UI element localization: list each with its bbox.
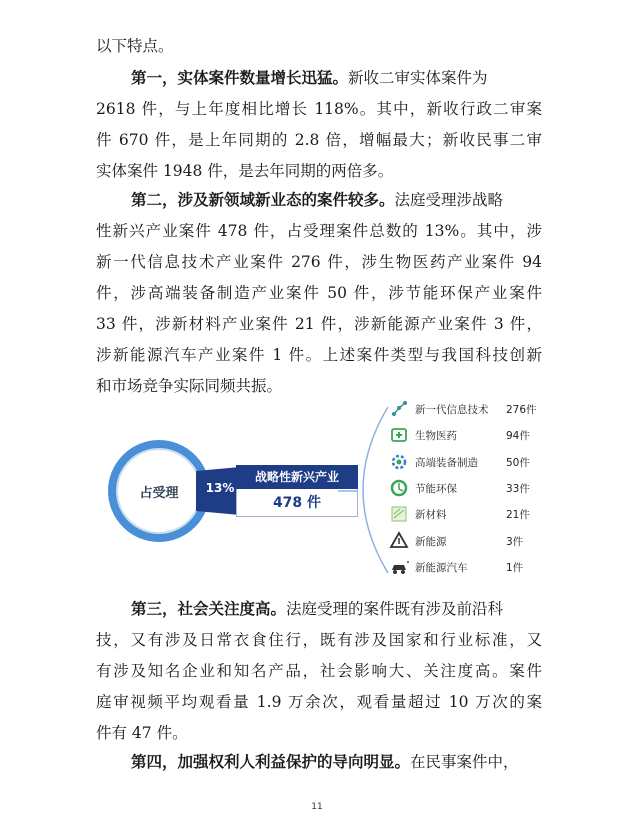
item-label: 新一代信息技术 (415, 404, 489, 416)
item-label: 生物医药 (415, 430, 457, 442)
paragraph-line: 涉新能源汽车产业案件 1 件。上述案件类型与我国科技创新 (96, 346, 542, 364)
material-icon (388, 503, 410, 525)
section-heading: 实体案件数量增长迅猛。 (177, 69, 349, 87)
paragraph-line: 件有 47 件。 (96, 724, 188, 742)
paragraph-line: 以下特点。 (96, 37, 174, 55)
section-heading: 第三，社会关注度高。 (131, 600, 287, 618)
paragraph-line: 件，涉高端装备制造产业案件 50 件，涉节能环保产业案件 (96, 284, 542, 302)
paragraph-line: 性新兴产业案件 478 件，占受理案件总数的 13%。其中，涉 (96, 222, 542, 240)
item-count: 276件 (506, 404, 537, 416)
chip-icon (388, 398, 410, 420)
item-count: 33件 (506, 483, 530, 495)
industry-item (388, 424, 548, 446)
connector-arc (336, 395, 396, 585)
item-label: 新能源汽车 (415, 562, 468, 574)
item-label: 新材料 (415, 509, 447, 521)
industry-item (388, 477, 548, 499)
recycle-icon (388, 477, 410, 499)
item-count: 21件 (506, 509, 530, 521)
paragraph-line: 有涉及知名企业和知名产品，社会影响大、关注度高。案件 (96, 662, 542, 680)
paragraph-line: 和市场竞争实际同频共振。 (96, 377, 283, 395)
center-label: 占受理 (118, 450, 200, 532)
gear-icon (388, 451, 410, 473)
section-heading: 第一， (131, 69, 178, 87)
paragraph-line (131, 752, 542, 772)
paragraph-line: 实体案件 1948 件，是去年同期的两倍多。 (96, 162, 394, 180)
percent-label: 13% (205, 481, 235, 495)
paragraph-line: 33 件，涉新材料产业案件 21 件，涉新能源产业案件 3 件， (96, 315, 542, 333)
paragraph-line: 件 670 件，是上年同期的 2.8 倍，增幅最大；新收民事二审 (96, 131, 542, 149)
item-count: 94件 (506, 430, 530, 442)
paragraph-line: 新一代信息技术产业案件 276 件，涉生物医药产业案件 94 (96, 253, 542, 271)
energy-icon (388, 530, 410, 552)
item-count: 50件 (506, 457, 530, 469)
item-label: 高端装备制造 (415, 457, 478, 469)
industry-box-title: 战略性新兴产业 (236, 465, 358, 489)
paragraph-line: 技，又有涉及日常衣食住行，既有涉及国家和行业标准，又 (96, 631, 542, 649)
item-label: 新能源 (415, 536, 447, 548)
medicine-icon (388, 424, 410, 446)
paragraph-text: 新收二审实体案件为 (348, 69, 488, 87)
page-number: 11 (311, 802, 323, 812)
item-count: 1件 (506, 562, 524, 574)
industry-item (388, 530, 548, 552)
industry-figure (96, 395, 542, 585)
section-heading: 第四，加强权利人利益保护的导向明显。 (131, 753, 411, 771)
industry-item (388, 503, 548, 525)
paragraph-line: 2618 件，与上年度相比增长 118%。其中，新收行政二审案 (96, 100, 542, 118)
industry-item (388, 451, 548, 473)
paragraph-line (131, 68, 542, 88)
paragraph-line (131, 599, 542, 619)
paragraph-line (131, 190, 542, 210)
paragraph-line: 庭审视频平均观看量 1.9 万余次，观看量超过 10 万次的案 (96, 693, 542, 711)
car-icon (388, 556, 410, 578)
paragraph-text: 法庭受理的案件既有涉及前沿科 (286, 600, 504, 618)
section-heading: 第二，涉及新领域新业态的案件较多。 (131, 191, 395, 209)
industry-item (388, 398, 548, 420)
industry-box-value: 478 件 (272, 495, 322, 511)
item-count: 3件 (506, 536, 524, 548)
paragraph-text: 法庭受理涉战略 (394, 191, 504, 209)
item-label: 节能环保 (415, 483, 457, 495)
paragraph-text: 在民事案件中， (410, 753, 519, 771)
industry-item (388, 556, 548, 578)
